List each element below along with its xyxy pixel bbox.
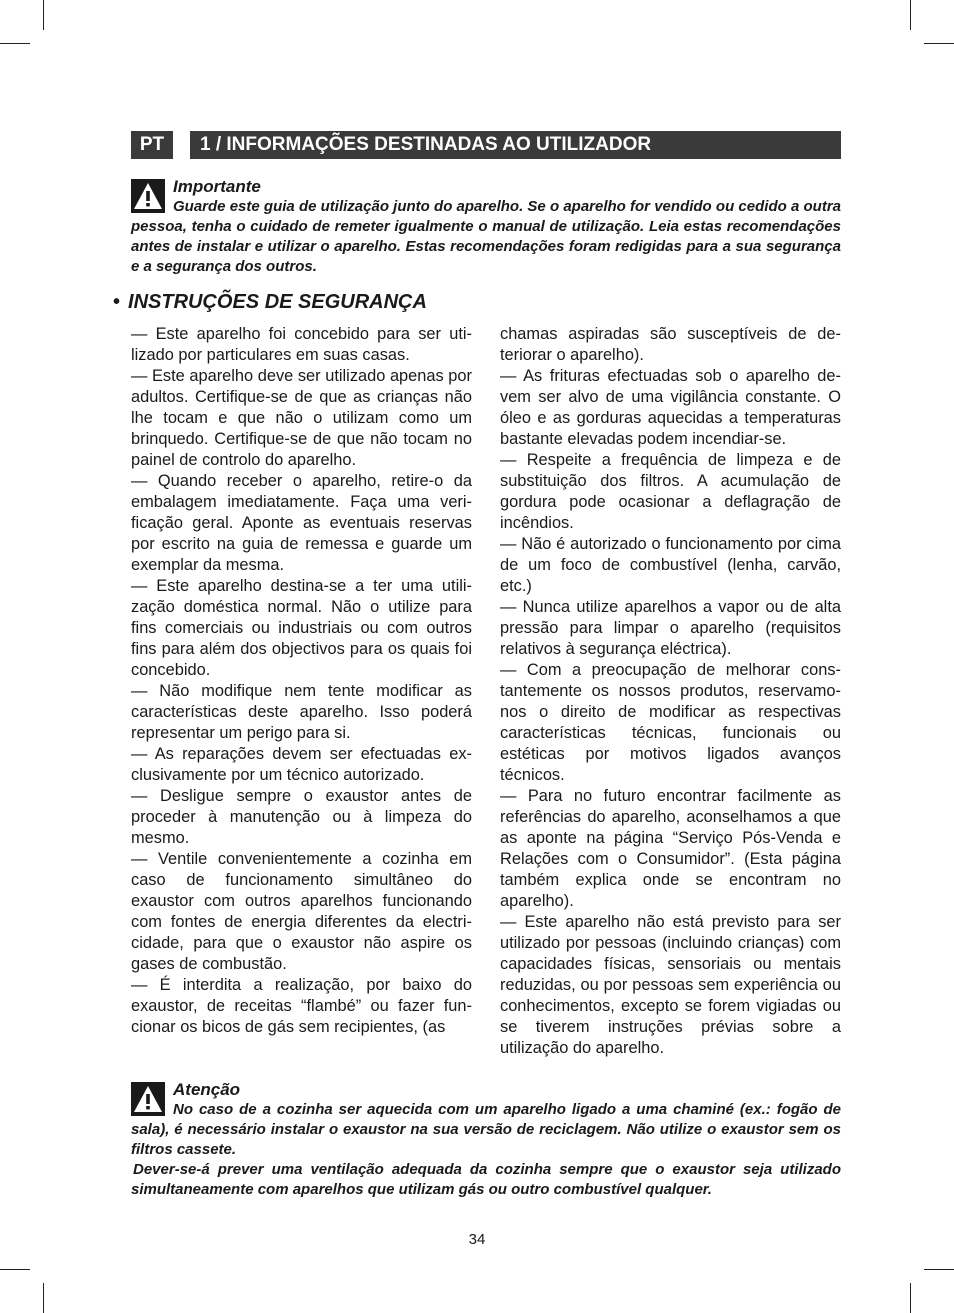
language-badge: PT bbox=[131, 131, 173, 159]
paragraph: — Nunca utilize aparelhos a vapor ou de alta pressão para limpar o aparelho (requisitos relativos à segurança eléctrica). bbox=[500, 598, 841, 658]
paragraph: — Para no futuro encontrar facilmente as referências do aparelho, aconselhamos a que as aponte na página “Serviço Pós-Venda e Relações com o Consumidor”. (Esta página também explica onde se encontram no aparelho). bbox=[500, 787, 841, 910]
attention-text: Dever-se-á prever uma ventilação adequada da cozinha sempre que o exaustor seja utilizado simultaneamente com aparelhos que utilizam gás ou outro combustível qualquer. bbox=[131, 1161, 841, 1198]
crop-mark bbox=[910, 1283, 911, 1313]
crop-mark bbox=[924, 1269, 954, 1270]
paragraph: — Não modifique nem tente modificar as características deste aparelho. Isso poderá representar um perigo para si. bbox=[131, 682, 472, 742]
important-notice bbox=[131, 177, 841, 277]
paragraph: — As reparações devem ser efectuadas exclusivamente por um técnico autorizado. bbox=[131, 745, 472, 784]
important-title: Importante bbox=[173, 177, 261, 196]
paragraph: — Quando receber o aparelho, retire-o da embalagem imediatamente. Faça uma verificação geral. Aponte as eventuais reservas por escrito na guia de remessa e guarde um exemplar da mesma. bbox=[131, 472, 472, 574]
paragraph: — Este aparelho não está previsto para ser utilizado por pessoas (incluindo crianças) com capacidades físicas, sensoriais ou mentais reduzidas, ou por pessoas sem experiência ou conhecimentos, excepto se forem vigiadas ou se tiverem instruções prévias sobre a utilização do aparelho. bbox=[500, 913, 841, 1057]
page-number: 34 bbox=[468, 1231, 486, 1248]
paragraph: — Este aparelho destina-se a ter uma utilização doméstica normal. Não o utilize para fins comerciais ou industriais ou com outros fins para além dos objectivos para os quais foi concebido. bbox=[131, 577, 472, 679]
section-header bbox=[131, 131, 841, 159]
paragraph: — Com a preocupação de melhorar constantemente os nossos produtos, reservamo-nos o direito de modificar as respectivas características técnicas, funcionais ou estéticas por motivos ligados avanços técnicos. bbox=[500, 661, 841, 784]
safety-heading-text: INSTRUÇÕES DE SEGURANÇA bbox=[128, 291, 427, 313]
important-text: Guarde este guia de utilização junto do aparelho. Se o aparelho for vendido ou cedido a outra pessoa, tenha o cuidado de remeter igualmente o manual de utilização. Leia estas recomendações antes de instalar e utilizar o aparelho. Estas recomendações foram redigidas para a sua segurança e a segurança dos outros. bbox=[131, 198, 841, 275]
safety-heading bbox=[113, 291, 427, 314]
paragraph: — Respeite a frequência de limpeza e de substituição dos filtros. A acumulação de gordura pode ocasionar a deflagração de incêndios. bbox=[500, 451, 841, 532]
paragraph: chamas aspiradas são susceptíveis de deteriorar o aparelho). bbox=[500, 325, 841, 364]
paragraph: — Este aparelho deve ser utilizado apenas por adultos. Certifique-se de que as crianças não lhe tocam e que não o utilizam como um brinquedo. Certifique-se de que não tocam no painel de controlo do aparelho. bbox=[131, 367, 472, 469]
attention-notice bbox=[131, 1080, 841, 1200]
paragraph: — Este aparelho foi concebido para ser utilizado por particulares em suas casas. bbox=[131, 325, 472, 364]
paragraph: — As frituras efectuadas sob o aparelho devem ser alvo de uma vigilância constante. O óleo e as gorduras aquecidas a temperaturas bastante elevadas podem incendiar-se. bbox=[500, 367, 841, 448]
warning-triangle-icon bbox=[131, 179, 165, 213]
paragraph: — Desligue sempre o exaustor antes de proceder à manutenção ou à limpeza do mesmo. bbox=[131, 787, 472, 847]
left-column bbox=[131, 324, 472, 1038]
crop-mark bbox=[910, 0, 911, 30]
crop-mark bbox=[0, 1269, 30, 1270]
crop-mark bbox=[924, 43, 954, 44]
section-title: 1 / INFORMAÇÕES DESTINADAS AO UTILIZADOR bbox=[190, 131, 841, 159]
crop-mark bbox=[43, 0, 44, 30]
crop-mark bbox=[0, 43, 30, 44]
paragraph: — É interdita a realização, por baixo do exaustor, de receitas “flambé” ou fazer funcionar os bicos de gás sem recipientes, (as bbox=[131, 976, 472, 1036]
paragraph: — Ventile convenientemente a cozinha em caso de funcionamento simultâneo do exaustor com outros aparelhos funcionando com fontes de energia diferentes da electricidade, para que o exaustor não aspire os gases de combustão. bbox=[131, 850, 472, 973]
attention-text: No caso de a cozinha ser aquecida com um aparelho ligado a uma chaminé (ex.: fogão de sala), é necessário instalar o exaustor na sua versão de reciclagem. Não utilize o exaustor sem os filtros cassete. bbox=[131, 1101, 841, 1158]
warning-triangle-icon bbox=[131, 1082, 165, 1116]
right-column bbox=[500, 324, 841, 1059]
attention-title: Atenção bbox=[173, 1080, 241, 1099]
heading-bullet: • bbox=[113, 291, 121, 313]
paragraph: — Não é autorizado o funcionamento por cima de um foco de combustível (lenha, carvão, etc.) bbox=[500, 535, 841, 595]
crop-mark bbox=[43, 1283, 44, 1313]
